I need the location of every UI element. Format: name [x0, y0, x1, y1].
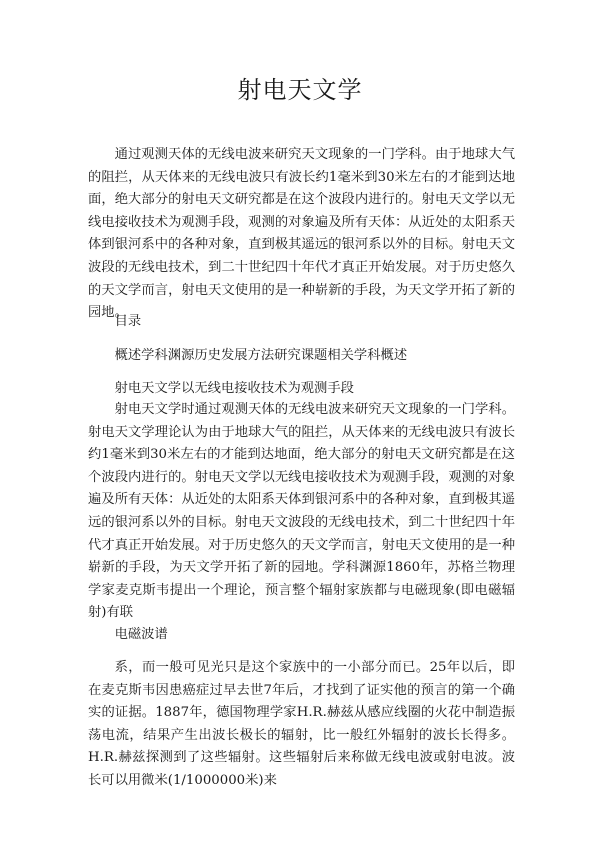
- toc-heading: 目录: [114, 314, 142, 329]
- section-paragraph-em-spectrum: 系，而一般可见光只是这个家族中的一小部分而已。25年以后，即在麦克斯韦因患癌症过早去世7年后，才找到了证实他的预言的第一个确实的证据。1887年，德国物理学家H.R.赫兹从感应线圈的火花中制造振荡电流，结果产生出波长极长的辐射，比一般红外辐射的波长长得多。H.R.赫兹探测到了这些辐射。这些辐射后来称做无线电波或射电波。波长可以用微米(1/1000000米)来: [88, 660, 515, 788]
- section-heading-radio-technique: 射电天文学以无线电接收技术为观测手段: [114, 381, 354, 396]
- section-heading-em-spectrum: 电磁波谱: [114, 627, 168, 642]
- document-title: 射电天文学: [237, 76, 363, 104]
- section-paragraph-radio-astronomy: 射电天文学时通过观测天体的无线电波来研究天文现象的一门学科。射电天文学理论认为由于地球大气的阻拦，从天体来的无线电波只有波长约1毫米到30米左右的才能到达地面，绝大部分的射电天文研究都是在这个波段内进行的。射电天文学以无线电接收技术为观测手段，观测的对象遍及所有天体：从近处的太阳系天体到银河系中的各种对象，直到极其遥远的银河系以外的目标。射电天文波段的无线电技术，到二十世纪四十年代才真正开始发展。对于历史悠久的天文学而言，射电天文使用的是一种崭新的手段，为天文学开拓了新的园地。学科渊源1860年，苏格兰物理学家麦克斯韦提出一个理论，预言整个辐射家族都与电磁现象(即电磁辐射)有联: [88, 402, 515, 621]
- intro-paragraph: 通过观测天体的无线电波来研究天文现象的一门学科。由于地球大气的阻拦，从天体来的无线电波只有波长约1毫米到30米左右的才能到达地面，绝大部分的射电天文研究都是在这个波段内进行的。射电天文学以无线电接收技术为观测手段，观测的对象遍及所有天体：从近处的太阳系天体到银河系中的各种对象，直到极其遥远的银河系以外的目标。射电天文波段的无线电技术，到二十世纪四十年代才真正开始发展。对于历史悠久的天文学而言，射电天文使用的是一种崭新的手段，为天文学开拓了新的园地。: [88, 147, 515, 321]
- toc-items: 概述学科渊源历史发展方法研究课题相关学科概述: [114, 348, 408, 363]
